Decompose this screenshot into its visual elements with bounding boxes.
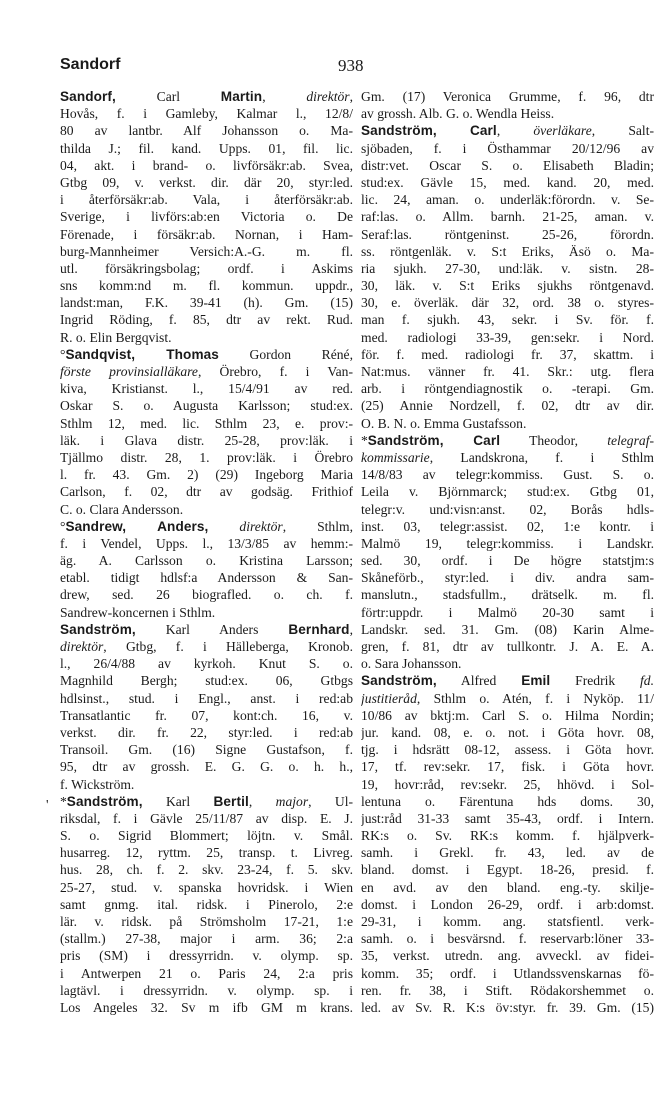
text-line: inst. 03, telegr:assist. 02, 1:e kontr. i xyxy=(361,518,654,534)
text-line: Transatlantic fr. 07, kont:ch. 16, v. xyxy=(60,707,353,723)
headword: Sandström, xyxy=(60,621,136,637)
text-line: sjöbaden, f. i Östhammar 20/12/96 av xyxy=(361,140,654,156)
text-line: etabl. tidigt hdlsf:a Andersson & San- xyxy=(60,570,353,586)
text-line: lic. 24, aman. o. underläk:förordn. v. Se- xyxy=(361,192,654,208)
text-run: justitieråd xyxy=(361,690,417,706)
text-line: l. fr. 43. Gm. 2) (29) Ingeborg Maria xyxy=(60,467,353,483)
text-line: f. i Vendel, Upps. l., 13/3/85 av hemm:- xyxy=(60,535,353,551)
text-line: Leila v. Björnmarck; stud:ex. Gtbg 01, xyxy=(361,484,654,500)
text-run: , xyxy=(262,89,307,104)
text-line: Gtbg 09, v. verkst. dir. där 20, styr:led. xyxy=(60,174,353,190)
text-run: Karl xyxy=(142,793,214,809)
text-run: överläkare xyxy=(533,123,592,139)
text-line: sns komm:nd m. fl. kommun. uppdr., xyxy=(60,278,353,294)
headword: Bernhard xyxy=(288,621,350,637)
entry-sandrew-anders xyxy=(60,518,353,621)
text-line: f. Wickström. xyxy=(60,776,135,792)
text-line: Ingrid Röding, f. 85, dtr av rekt. Rud. xyxy=(60,312,353,328)
text-run: major xyxy=(275,793,309,809)
text-line: Malmö 19, telegr:kommiss. i Landskr. xyxy=(361,535,654,551)
text-run: ° xyxy=(60,346,66,362)
text-line: (25) Annie Nordzell, f. 02, dtr av dir. xyxy=(361,398,654,414)
text-line: av grossh. Alb. G. o. Wendla Heiss. xyxy=(361,106,555,122)
text-line: i återförsäkr:ab. Vala, i återförsäkr:ab. xyxy=(60,192,353,208)
text-line: raf:las. o. Allm. barnh. 21-25, aman. v. xyxy=(361,209,654,225)
text-line: för. f. med. radiologi fr. 37, skattm. i xyxy=(361,346,654,362)
text-run: Carl xyxy=(115,89,221,104)
text-line: just:råd 31-33 samt 35-43, ordf. i Intern. xyxy=(361,810,654,826)
text-run: Theodor, xyxy=(500,432,608,448)
text-line: jur. kand. 08, e. o. not. i Göta hovr. 08, xyxy=(361,724,654,740)
text-line: Hovås, f. i Gamleby, Kalmar l., 12/8/ xyxy=(60,106,353,122)
headword: Carl xyxy=(469,123,497,139)
text-line: manslutn., stadsfullm., drätselk. m. fl. xyxy=(361,587,654,603)
text-line: stud:ex. Gävle 15, med. kand. 20, med. xyxy=(361,174,654,190)
text-run: , xyxy=(349,89,353,104)
text-line: pris (SM) i dressyrridn. v. olymp. sp. xyxy=(60,948,353,964)
text-line: 80 av lantbr. Alf Johansson o. Ma- xyxy=(60,123,353,139)
text-line: kiva, Kristianst. l., 15/4/91 av red. xyxy=(60,381,353,397)
text-line xyxy=(361,690,654,707)
text-run xyxy=(437,123,470,138)
text-run: , Ul- xyxy=(308,793,353,809)
text-line: drew, sed. 26 biografled. o. ch. f. xyxy=(60,587,353,603)
text-line xyxy=(60,793,353,810)
text-run: Gordon Réné, xyxy=(218,346,353,362)
text-line: O. B. N. o. Emma Gustafsson. xyxy=(361,415,527,431)
headword: Sandrew, Anders, xyxy=(65,518,209,534)
text-run: , Salt- xyxy=(591,123,654,139)
text-line: riksdal, f. i Gävle 25/11/87 av disp. E. J. xyxy=(60,810,353,826)
text-line: 17, tf. rev:sekr. 17, fisk. i Göta hovr. xyxy=(361,759,654,775)
text-line: landst:man, F.K. 39-41 (h). Gm. (15) xyxy=(60,295,353,311)
text-line: Sthlm 12, med. lic. Sthlm 23, e. prov:- xyxy=(60,415,353,431)
text-line: Oskar S. o. Augusta Karlsson; stud:ex. xyxy=(60,398,353,414)
text-line: ren. fr. 38, i Stift. Rödakorshemmet o. xyxy=(361,982,654,998)
text-line: ria sjukh. 27-30, und:läk. v. sistn. 28- xyxy=(361,260,654,276)
text-line: l., 26/4/88 av kyrkoh. Knut S. o. xyxy=(60,656,353,672)
text-run: , xyxy=(496,123,534,139)
text-run: , Sthlm o. Atén, f. i Nyköp. 11/ xyxy=(416,690,654,706)
headword: Bertil xyxy=(213,793,249,809)
text-run: Fredrik xyxy=(550,673,641,689)
text-run: Karl Anders xyxy=(135,621,289,637)
text-line: hdlsinst., stud. i Engl., anst. i red:ab xyxy=(60,690,353,706)
text-line: Seraf:las. röntgeninst. 25-26, förordn. xyxy=(361,226,654,242)
text-line: 35, verkst. utredn. ang. avveckl. av fidei- xyxy=(361,948,654,964)
text-run: * xyxy=(60,793,67,809)
text-line: förtr:uppdr. i Malmö 20-30 samt i xyxy=(361,604,654,620)
entry-sandorf xyxy=(60,88,353,346)
text-line xyxy=(60,346,353,363)
text-line: komm. 35; ordf. i Utlandssvenskarnas fö- xyxy=(361,965,654,981)
text-line: 04, akt. i brand- o. livförsäkr:ab. Svea, xyxy=(60,157,353,173)
text-line: sed. 30, ordf. i De högre statstjm:s xyxy=(361,553,654,569)
text-line: S. o. Sigrid Blommert; löjtn. v. Smål. xyxy=(60,828,353,844)
text-line: domst. i London 26-29, ordf. i arb:domst. xyxy=(361,896,654,912)
text-run: direktör xyxy=(239,518,283,534)
text-line: hus. 28, ch. f. 2. skv. 23-24, f. 5. skv. xyxy=(60,862,353,878)
text-line xyxy=(60,638,353,655)
text-run: , Örebro, f. i Van- xyxy=(197,364,353,379)
entry-sandstrom-carl-1 xyxy=(361,122,654,431)
text-line: utl. försäkringsbolag; ordf. i Askims xyxy=(60,260,353,276)
text-run: fd. xyxy=(640,673,654,689)
entry-sandstrom-carl-2 xyxy=(361,432,654,673)
text-line: C. o. Clara Andersson. xyxy=(60,501,184,517)
text-line: 10/86 av bktj:m. Carl S. o. Hilma Nordin; xyxy=(361,707,654,723)
text-line: Transoil. Gm. (16) Signe Gustafson, f. xyxy=(60,742,353,758)
text-line: man f. sjukh. 43, sekr. i Sv. för. f. xyxy=(361,312,654,328)
text-line: bland. domst. i Egypt. 18-26, presid. f. xyxy=(361,862,654,878)
text-line: R. o. Elin Bergqvist. xyxy=(60,329,172,345)
text-line xyxy=(60,88,353,105)
headword: Sandström, xyxy=(66,793,143,809)
headword: Sandström, xyxy=(361,673,437,689)
text-line: Magnhild Bergh; stud:ex. 06, Gtbgs xyxy=(60,673,353,689)
text-line: Los Angeles 32. Sv m ifb GM m krans. xyxy=(60,999,353,1015)
text-line: lentuna o. Färentuna hds doms. 30, xyxy=(361,793,654,809)
text-line xyxy=(361,672,654,689)
text-line: burg-Mannheimer Versich:A.-G. m. fl. xyxy=(60,243,353,259)
text-line: (stallm.) 27-38, major i arm. 36; 2:a xyxy=(60,931,353,947)
text-line: äg. A. Carlsson o. Kristina Larsson; xyxy=(60,553,353,569)
right-column xyxy=(361,88,654,1016)
text-run: , Sthlm, xyxy=(282,518,353,534)
text-line: Sandrew-koncernen i Sthlm. xyxy=(60,604,216,620)
text-run xyxy=(208,519,239,534)
text-line: 95, dtr av grossh. E. G. G. o. h. h., xyxy=(60,759,353,775)
text-line: 30, e. överläk. där 32, ord. 38 o. styres- xyxy=(361,295,654,311)
text-line: 30, läk. v. S:t Eriks sjukhs röntgenavd. xyxy=(361,278,654,294)
text-line: RK:s o. Sv. RK:s komm. f. hjälpverk- xyxy=(361,828,654,844)
headword: Martin xyxy=(220,89,263,104)
headword: Sandqvist, Thomas xyxy=(65,346,219,362)
text-line: 29-31, i komm. ang. statsfientl. verk- xyxy=(361,914,654,929)
text-line: en avd. av den bland. eng.-ty. skilje- xyxy=(361,879,654,895)
text-line: led. av Sv. R. K:s öv:styr. fr. 39. Gm. (15) xyxy=(361,999,654,1015)
entry-sandqvist-thomas xyxy=(60,346,353,518)
text-line: Skåneförb., styr:led. i div. andra sam- xyxy=(361,570,654,586)
text-line: telegr:v. und:visn:anst. 02, Borås hdls- xyxy=(361,501,654,517)
text-run: , xyxy=(248,793,276,809)
headword: Sandström, xyxy=(361,123,437,139)
headword: Sandström, Carl xyxy=(367,432,501,448)
entry-sandstrom-bertil xyxy=(60,793,353,1016)
text-run: , Landskrona, f. i Sthlm xyxy=(429,449,654,465)
headword: Sandorf, xyxy=(60,89,116,104)
text-line: Carlson, f. 02, dtr av godsäg. Frithiof xyxy=(60,484,353,500)
margin-mark: ' xyxy=(46,798,49,813)
text-line: Gm. (17) Veronica Grumme, f. 96, dtr xyxy=(361,89,654,104)
text-line: med. radiologi 33-39, gen:sekr. i Nord. xyxy=(361,329,654,345)
text-line: i Antwerpen 21 o. Paris 24, 2:a pris xyxy=(60,965,353,981)
entry-sandstrom-bernhard xyxy=(60,621,353,793)
text-line: Förenade, i försäkr:ab. Nornan, i Ham- xyxy=(60,226,353,242)
text-line: gren, f. 81, dtr av tullkontr. J. A. E. A. xyxy=(361,639,654,654)
text-line: Nat:mus. vänner fr. 41. Skr.: utg. flera xyxy=(361,364,654,379)
text-run: direktör xyxy=(60,639,104,654)
left-column xyxy=(60,88,353,1016)
text-run: , xyxy=(349,621,353,637)
headword: Emil xyxy=(521,673,551,689)
text-line: Sverige, i livförs:ab:en Victoria o. De xyxy=(60,209,353,225)
text-line: lagtävl. i dressyrridn. v. olymp. sp. i xyxy=(60,982,353,998)
text-line: 19, hovr:råd, rev:sekr. 25, hhövd. i Sol- xyxy=(361,776,654,792)
text-line: 14/8/83 av telegr:kommiss. Gust. S. o. xyxy=(361,467,654,483)
text-line: o. Sara Johansson. xyxy=(361,656,462,672)
text-line: samt gnmg. ital. ridsk. i Pinerolo, 2:e xyxy=(60,896,353,912)
text-line xyxy=(361,449,654,466)
text-line: husarreg. 12, ryttm. 25, transp. t. Livreg. xyxy=(60,845,353,861)
text-line: ss. röntgenläk. v. S:t Eriks, Äsö o. Ma- xyxy=(361,243,654,259)
entry-sandstrom-emil xyxy=(361,672,654,1016)
text-line xyxy=(60,518,353,535)
entry-sandstrom-bertil-cont xyxy=(361,88,654,122)
text-line: verkst. dir. fr. 22, styr:led. i red:ab xyxy=(60,724,353,740)
text-line: arb. i röntgendiagnostik o. -terapi. Gm. xyxy=(361,381,654,397)
text-run: direktör xyxy=(306,89,350,104)
text-line: 25-27, stud. v. spanska hovridsk. i Wien xyxy=(60,879,353,895)
text-line: Tjällmo distr. 28, 1. prov:läk. i Örebro xyxy=(60,449,353,465)
text-line: tjg. i hdsrätt 08-12, assess. i Göta hovr. xyxy=(361,742,654,758)
running-head-word: Sandorf xyxy=(60,56,121,73)
text-line xyxy=(361,122,654,139)
text-run: förste provinsialläkare xyxy=(60,364,198,379)
text-run: kommissarie xyxy=(361,449,430,465)
text-run: , Gtbg, f. i Hälleberga, Kronob. xyxy=(103,639,353,654)
text-line xyxy=(60,363,353,380)
text-run: ° xyxy=(60,518,66,534)
running-head xyxy=(60,56,624,80)
text-line: samh. o. i besvärsnd. f. reservarb:löner 33- xyxy=(361,931,654,947)
page-number: 938 xyxy=(338,56,364,75)
text-run: telegraf- xyxy=(607,432,654,448)
text-line: samh. i Grekl. fr. 43, led. av de xyxy=(361,845,654,861)
text-line xyxy=(60,621,353,638)
text-line: thilda J.; fil. kand. Upps. 01, fil. lic. xyxy=(60,140,353,156)
text-line: läk. i Glava distr. 25-28, prov:läk. i xyxy=(60,432,353,448)
text-run: * xyxy=(361,432,368,448)
text-line xyxy=(361,432,654,449)
text-line: lär. v. ridsk. på Strömsholm 17-21, 1:e xyxy=(60,914,353,929)
text-line: Landskr. sed. 31. Gm. (08) Karin Alme- xyxy=(361,621,654,637)
text-line: distr:vet. Oscar S. o. Elisabeth Bladin; xyxy=(361,157,654,173)
text-run: Alfred xyxy=(436,673,522,689)
